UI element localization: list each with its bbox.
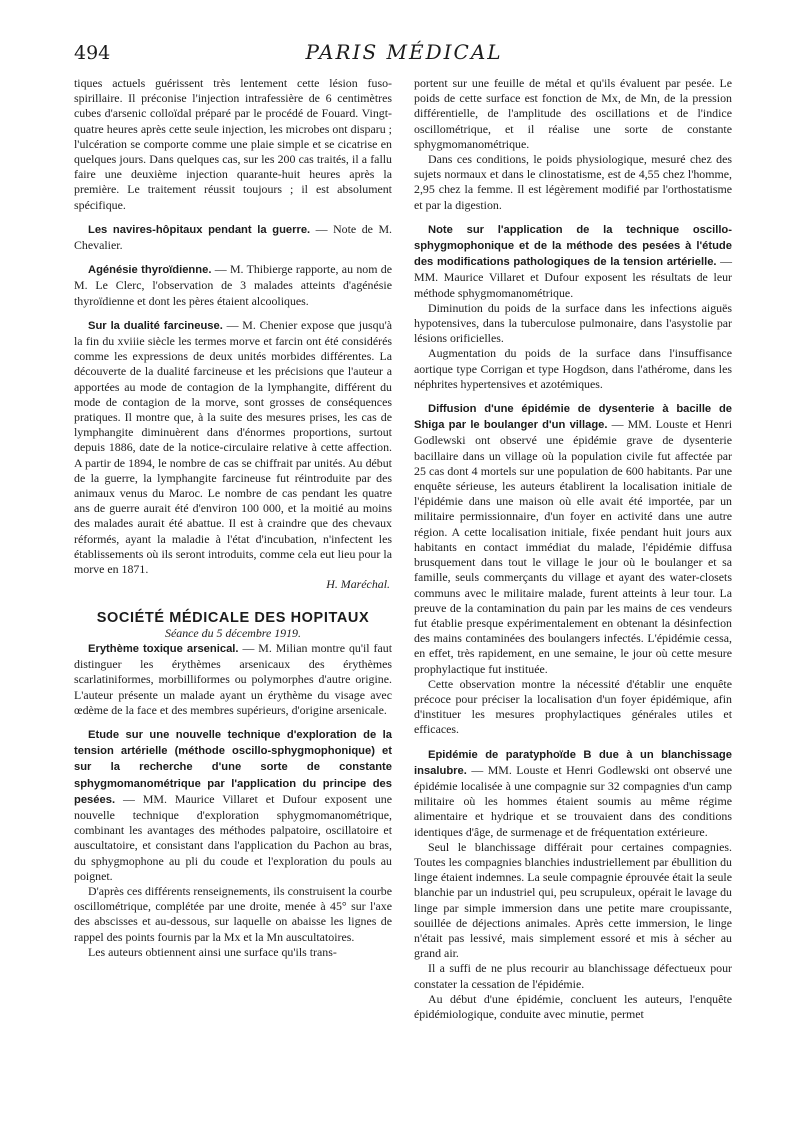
item-text: — Note de M. Chevalier. xyxy=(74,221,392,253)
author-signature: H. Maréchal. xyxy=(326,577,390,592)
item-text: — MM. Maurice Villaret et Dufour exposent les résultats de leur méthode sphygmomanométrique. xyxy=(414,254,732,300)
right-column xyxy=(414,76,732,1022)
paragraph xyxy=(74,262,392,309)
paragraph: Cette observation montre la nécessité d'établir une enquête précoce pour préciser la localisation d'un foyer épidémique, afin d'instituer les mesures prophylactiques générales utiles et efficaces. xyxy=(414,676,732,737)
paragraph xyxy=(414,401,732,677)
journal-title: PARIS MÉDICAL xyxy=(305,40,503,64)
item-text: — M. Chenier expose que jusqu'à la fin du xviiie siècle les termes morve et farcin ont été considérés comme les expressions de deux unités morbides différentes. La découverte de la dualité farcineuse et les précisions que l'auteur a apportées au mode de contagion de la lymphangite, différent du mode de contagion de la morve, sont grosses de conséquences pratiques. Il montre que, à la suite des mesures prises, les cas de lymphangite diminuèrent dans d'énormes proportions, surtout depuis 1886, date de la notice-circulaire relative à cette affection. A partir de 1894, le nombre de cas se chiffrait par unités. Au début de la guerre, la lymphangite farcineuse fut réintroduite par des animaux venus du Maroc. Le nombre de cas pendant les quatre ans de guerre aurait été d'environ 100 000, et la moitié au moins des malades aurait été abattue. Il est à craindre que des chevaux réformés, ayant la maladie à l'état d'incubation, n'infectent les établissements où ils seront introduits, comme cela eut lieu pour la morve en 1871. xyxy=(74,317,392,577)
paragraph xyxy=(74,318,392,577)
paragraph xyxy=(74,222,392,253)
item-text: — MM. Louste et Henri Godlewski ont observé une épidémie localisée à une compagnie sur 32 compagnies d'un camp militaire où les hommes étaient soumis au même régime alimentaire et hydrique et se trouvaient dans des conditions identiques d'âge, de surmenage et de fréquentation extérieure. xyxy=(414,762,732,839)
paragraph: Les auteurs obtiennent ainsi une surface qu'ils trans- xyxy=(88,944,337,959)
item-heading: Epidémie de paratyphoïde B due à un blanchissage insalubre. xyxy=(414,748,732,777)
paragraph: Seul le blanchissage différait pour certaines compagnies. Toutes les compagnies blanchies industriellement par ébullition du linge étaient indemnes. La seule compagnie éprouvée était la seule blanchie par un industriel qui, peu scrupuleux, opérait le lavage du linge par simple immersion dans une petite mare croupissante, souillée de déjections animales. Après cette immersion, le linge n'était pas lessivé, mais simplement essoré et mis à sécher au grand air. xyxy=(414,839,732,961)
paragraph: Au début d'une épidémie, concluent les auteurs, l'enquête épidémiologique, conduite avec minutie, permet xyxy=(414,991,732,1021)
item-heading: Les navires-hôpitaux pendant la guerre. xyxy=(88,223,311,236)
paragraph: Il a suffi de ne plus recourir au blanchissage défectueux pour constater la cessation de l'épidémie. xyxy=(414,961,732,991)
paragraph: Diminution du poids de la surface dans les infections aiguës hypotensives, dans la tuberculose pulmonaire, dans l'asystolie par lésions orificielles. xyxy=(414,300,732,346)
paragraph: tiques actuels guérissent très lentement cette lésion fuso-spirillaire. Il préconise l'injection intrafessière de 6 centimètres cubes d'arsenic colloïdal préparé par le procédé de Fouard. Vingt-quatre heures après cette seule injection, les microbes ont disparu ; l'ulcération se comporte comme une plaie simple et se cicatrise en quelques jours. Dans quelques cas, sur les 200 cas traités, il a fallu faire une deuxième injection quarante-huit heures après la première. Le traitement réussit toujours ; il est absolument spécifique. xyxy=(74,76,392,212)
left-column xyxy=(74,76,392,960)
item-text: — MM. Louste et Henri Godlewski ont observé une épidémie grave de dysenterie bacillaire dans un village où la population civile fut affectée par 25 cas dont 4 mortels sur une population de 600 habitants. Par une enquête sérieuse, les auteurs établirent la localisation initiale de l'épidémie dans une maison où elle avait été importée, par un militaire permissionnaire, d'un foyer en activité dans une autre région. A cette localisation initiale, fixée pendant huit jours aux habitants en contact immédiat du malade, l'épidémie diffusa brusquement dans tout le village le jour où le boulanger et sa famille, seuls commerçants du village et ayant des water-closets communs avec le militaire malade, furent atteints à leur tour. La preuve de la contamination du pain par les mains de ces vendeurs fut établie presque expérimentalement en obtenant la désinfection des mains contaminées des boulangers infectés. L'épidémie cessa, en effet, très rapidement, en une semaine, le jour où cette mesure prophylactique fut instituée. xyxy=(414,417,732,676)
paragraph xyxy=(74,727,392,884)
paragraph: Augmentation du poids de la surface dans l'insuffisance aortique type Corrigan et type Hogdson, dans l'athérome, dans les néphrites hypertensives et azotémiques. xyxy=(414,346,732,391)
item-heading: Erythème toxique arsenical. xyxy=(88,642,239,655)
item-heading: Agénésie thyroïdienne. xyxy=(88,264,212,277)
item-text: — M. Thibierge rapporte, au nom de M. Le Clerc, l'observation de 3 malades atteints d'agénésie thyroïdienne et dont les pères étaient alcooliques. xyxy=(74,262,392,308)
page-number: 494 xyxy=(74,42,111,64)
paragraph xyxy=(414,747,732,840)
item-text: — MM. Maurice Villaret et Dufour exposent une nouvelle technique d'exploration sphygmomanométrique, combinant les avantages des méthodes palpatoire, oscillatoire et auscultatoire, et consistant dans l'application du Pachon au bras, du sphygmophone au pli du coude et l'exploration du pouls au poignet. xyxy=(74,791,392,883)
paragraph: Dans ces conditions, le poids physiologique, mesuré chez des sujets normaux et dans le clinostatisme, est de 4,55 chez l'homme, 2,95 chez la femme. Il est légèrement modifié par l'orthostatisme et par la digestion. xyxy=(414,152,732,212)
paragraph: D'après ces différents renseignements, ils construisent la courbe oscillométrique, complétée par une droite, menée à 45° sur l'axe des abscisses et au-dessous, sur laquelle on abaisse les lignes de rappel des points fournis par la Mx et la Mn auscultatoires. xyxy=(74,883,392,944)
paragraph xyxy=(74,641,392,718)
paragraph: portent sur une feuille de métal et qu'ils évaluent par pesée. Le poids de cette surface est fonction de Mx, de Mn, de la pression différentielle, de l'amplitude des oscillations et de l'indice oscillométrique, et il réalise une sorte de constante sphygmomanométrique. xyxy=(414,76,732,151)
item-heading: Diffusion d'une épidémie de dysenterie à bacille de Shiga par le boulanger d'un village. xyxy=(414,403,732,432)
section-title: SOCIÉTÉ MÉDICALE DES HOPITAUX xyxy=(96,609,370,626)
session-date: Séance du 5 décembre 1919. xyxy=(165,625,301,640)
item-heading: Note sur l'application de la technique oscillo-sphygmophonique et de la méthode des pesées à l'étude des modifications pathologiques de la tension artérielle. xyxy=(414,223,732,269)
page-header xyxy=(74,40,734,70)
paragraph xyxy=(414,222,732,301)
item-heading: Etude sur une nouvelle technique d'exploration de la tension artérielle (méthode oscillo-sphygmophonique) et sur la recherche d'une sorte de constante sphygmomanométrique par l'application du principe des pesées. xyxy=(74,728,392,806)
item-text: — M. Milian montre qu'il faut distinguer les érythèmes arsenicaux des érythèmes scarlatiniformes, morbilliformes ou polymorphes d'autre origine. L'auteur présente un malade ayant un érythème du visage avec œdème de la face et des membres supérieurs, d'origine arsenicale. xyxy=(74,640,392,717)
item-heading: Sur la dualité farcineuse. xyxy=(88,319,223,332)
